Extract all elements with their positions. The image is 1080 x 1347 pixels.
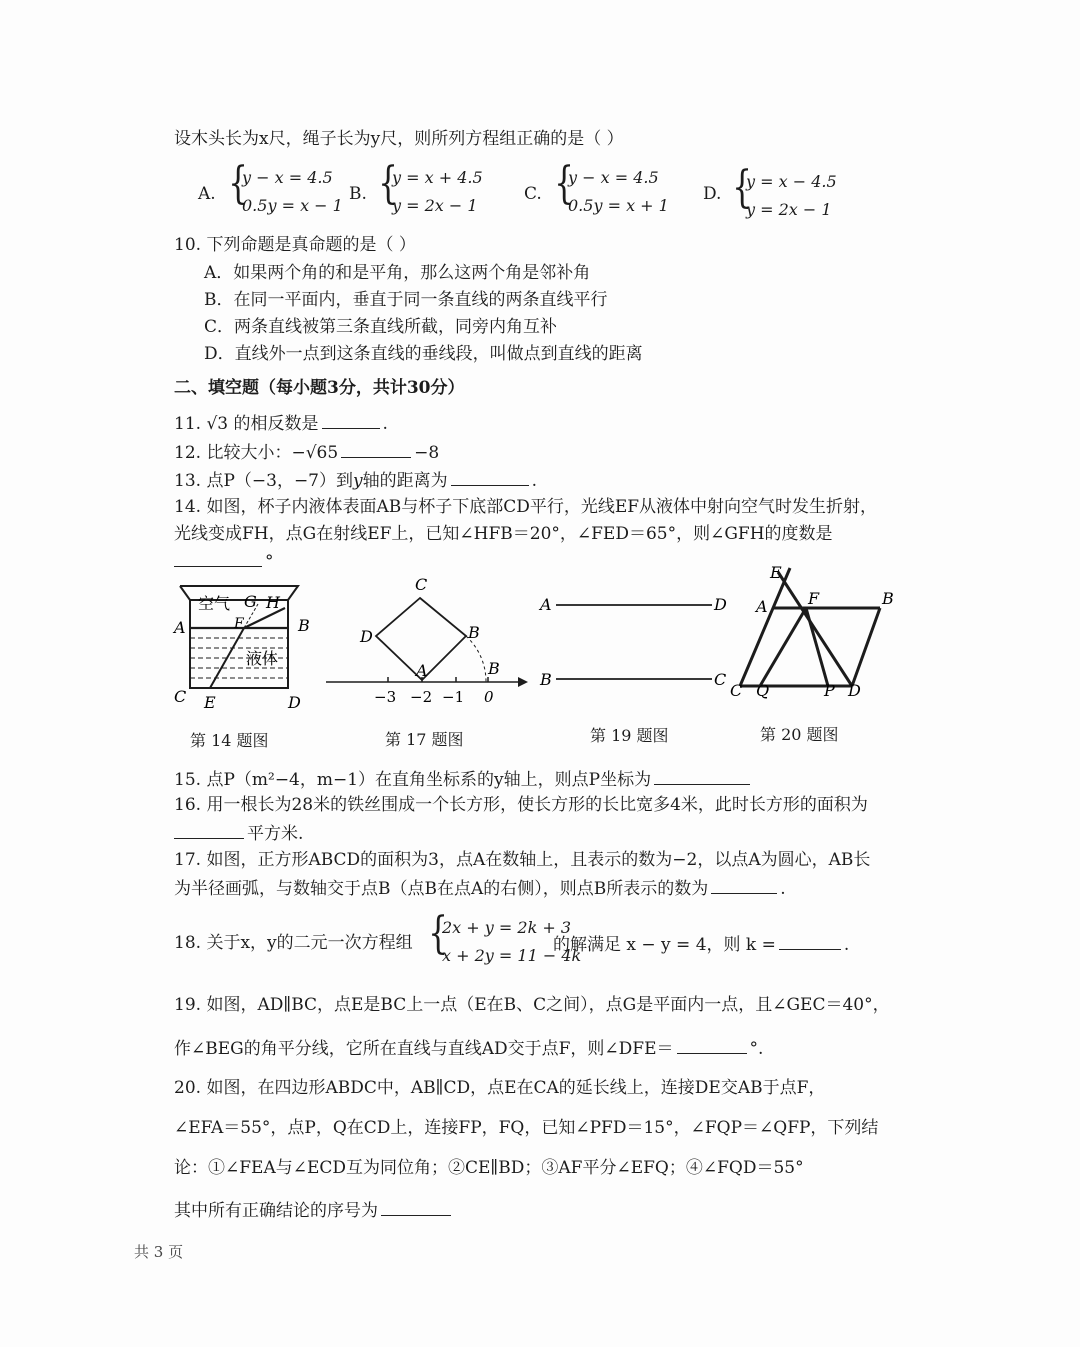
answer-blank <box>174 824 244 839</box>
q17-line2: 为半径画弧，与数轴交于点B（点B在点A的右侧），则点B所表示的数为 . <box>174 879 786 899</box>
svg-text:0: 0 <box>484 688 494 706</box>
svg-text:A: A <box>540 595 552 614</box>
answer-blank <box>779 935 841 950</box>
label-air: 空气 <box>198 594 231 613</box>
answer-blank <box>381 1201 451 1216</box>
figure-17-caption: 第 17 题图 <box>385 730 464 749</box>
figure-20 <box>728 560 908 702</box>
svg-text:F: F <box>234 616 244 632</box>
q10-option-c: C．两条直线被第三条直线所截，同旁内角互补 <box>204 317 558 337</box>
q10-stem: 10. 下列命题是真命题的是（ ） <box>174 235 416 255</box>
svg-text:−1: −1 <box>442 688 465 706</box>
answer-blank <box>677 1039 747 1054</box>
svg-text:B: B <box>468 623 480 642</box>
q20-line3: 论：①∠FEA与∠ECD互为同位角；②CE∥BD；③AF平分∠EFQ；④∠FQD＝55° <box>174 1158 804 1178</box>
q19-line2: 作∠BEG的角平分线，它所在直线与直线AD交于点F，则∠DFE＝ °. <box>174 1039 764 1059</box>
svg-text:E: E <box>204 693 216 712</box>
page-footer: 共 3 页 <box>134 1243 184 1261</box>
svg-text:D: D <box>848 681 861 700</box>
q10-option-b: B．在同一平面内，垂直于同一条直线的两条直线平行 <box>204 290 608 310</box>
figure-17 <box>322 574 532 714</box>
q14-line3: ° <box>174 552 274 571</box>
q14-line2: 光线变成FH，点G在射线EF上，已知∠HFB＝20°，∠FED＝65°，则∠GFH的度数是 <box>174 524 833 544</box>
q18-prefix: 18. 关于x，y的二元一次方程组 <box>174 933 413 953</box>
label-liquid: 液体 <box>246 649 279 668</box>
q20-line1: 20. 如图，在四边形ABDC中，AB∥CD，点E在CA的延长线上，连接DE交AB于点F， <box>174 1078 826 1098</box>
svg-text:D: D <box>714 595 727 614</box>
answer-blank <box>174 552 262 567</box>
svg-text:C: C <box>174 687 187 706</box>
svg-text:D: D <box>288 693 301 712</box>
svg-text:C: C <box>714 670 727 689</box>
q15: 15. 点P（m²−4，m−1）在直角坐标系的y轴上，则点P坐标为 <box>174 770 753 789</box>
q18-tail: 的解满足 x − y = 4，则 k = . <box>553 935 850 955</box>
figure-14-caption: 第 14 题图 <box>190 731 269 750</box>
q20-line4: 其中所有正确结论的序号为 <box>174 1201 454 1220</box>
answer-blank <box>711 879 777 894</box>
figure-19-caption: 第 19 题图 <box>590 726 669 745</box>
svg-text:E: E <box>770 563 782 582</box>
svg-text:C: C <box>415 575 428 594</box>
q10-option-d: D．直线外一点到这条直线的垂线段，叫做点到直线的距离 <box>204 344 643 364</box>
section-title: 二、填空题（每小题3分，共计30分） <box>174 378 465 398</box>
answer-blank <box>451 471 529 486</box>
q16-line1: 16. 用一根长为28米的铁丝围成一个长方形，使长方形的长比宽多4米，此时长方形的面积为 <box>174 795 868 815</box>
q17-line1: 17. 如图，正方形ABCD的面积为3，点A在数轴上，且表示的数为−2，以点A为圆心，AB长 <box>174 850 871 870</box>
svg-text:A: A <box>174 618 186 637</box>
q10-option-a: A．如果两个角的和是平角，那么这两个角是邻补角 <box>204 263 591 283</box>
svg-text:−3: −3 <box>374 688 397 706</box>
svg-text:B: B <box>540 670 552 689</box>
svg-text:H: H <box>266 593 280 612</box>
svg-text:B: B <box>882 589 894 608</box>
q14-line1: 14. 如图，杯子内液体表面AB与杯子下底部CD平行，光线EF从液体中射向空气时发生折射， <box>174 497 878 517</box>
svg-text:G: G <box>244 592 257 611</box>
q9-stem: 设木头长为x尺，绳子长为y尺，则所列方程组正确的是（ ） <box>174 129 624 149</box>
q20-line2: ∠EFA＝55°，点P，Q在CD上，连接FP，FQ，已知∠PFD＝15°，∠FQP＝∠QFP，下列结 <box>174 1118 879 1138</box>
svg-text:A: A <box>756 597 768 616</box>
q13: 13. 点P（−3，−7）到y轴的距离为 . <box>174 471 538 491</box>
q19-line1: 19. 如图，AD∥BC，点E是BC上一点（E在B、C之间），点G是平面内一点，且∠GEC＝40°， <box>174 995 890 1015</box>
q11: 11. √3 的相反数是 . <box>174 414 388 434</box>
figure-19 <box>536 590 736 700</box>
figure-20-caption: 第 20 题图 <box>760 725 839 744</box>
svg-text:B: B <box>488 659 500 678</box>
svg-text:F: F <box>808 589 820 608</box>
answer-blank <box>322 414 380 429</box>
svg-text:A: A <box>416 661 428 680</box>
svg-text:B: B <box>298 616 310 635</box>
answer-blank <box>341 443 411 458</box>
figure-14 <box>170 578 320 716</box>
svg-text:Q: Q <box>756 681 770 700</box>
answer-blank <box>654 770 750 785</box>
q12: 12. 比较大小：−√65 −8 <box>174 443 440 463</box>
svg-text:D: D <box>360 627 373 646</box>
svg-text:−2: −2 <box>410 688 433 706</box>
q16-line2: 平方米. <box>174 824 303 843</box>
svg-text:C: C <box>730 681 743 700</box>
svg-text:P: P <box>824 681 835 700</box>
